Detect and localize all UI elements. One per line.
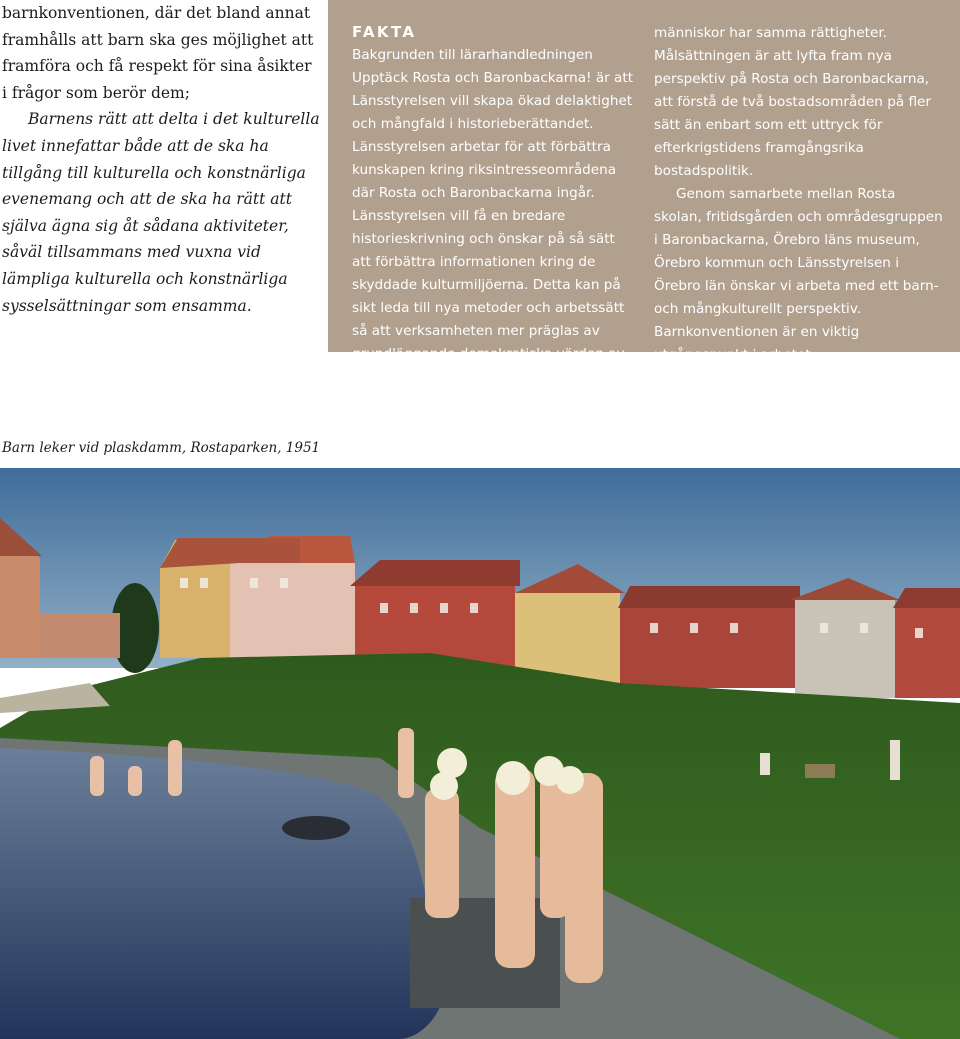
fact-box-heading: FAKTA (352, 23, 417, 41)
fact-box-paragraph: Genom samarbete mellan Rosta skolan, fritidsgården och områdesgruppen i Baronbackarna, Örebro läns museum, Örebro kommun och Länsstyrelsen i Örebro län önskar vi arbeta med ett barn- och mångkulturellt perspektiv. Barnkonventionen är en viktig utgångspunkt i arbetet. (654, 186, 943, 363)
photo-caption: Barn leker vid plaskdamm, Rostaparken, 1951 (2, 440, 321, 456)
photo-illustration (0, 468, 960, 1039)
fact-box-paragraph: människor har samma rättigheter. Målsättningen är att lyfta fram nya perspektiv på Rosta och Baronbackarna, att förstå de två bostadsområden på fler sätt än enbart som ett uttryck för efterkrigstidens framgångsrika bostadspolitik. (654, 25, 932, 179)
quote-paragraph: Barnens rätt att delta i det kulturella livet innefattar både att de ska ha tillgång till kulturella och konstnärliga evenemang och att de ska ha rätt att själva ägna sig åt sådana aktiviteter, såväl tillsammans med vuxna vid lämpliga kulturella och konstnärliga sysselsättningar som ensamma. (2, 110, 320, 315)
fact-box (328, 0, 960, 385)
body-text-column (2, 0, 320, 319)
fact-box-column-2 (654, 22, 944, 367)
photograph (0, 468, 960, 1039)
fact-box-column-1 (352, 22, 636, 389)
body-paragraph: barnkonventionen, där det bland annat framhålls att barn ska ges möjlighet att framföra och få respekt för sina åsikter i frågor som berör dem; (2, 4, 314, 102)
fact-box-paragraph: Bakgrunden till lärarhandledningen Upptäck Rosta och Baronbackarna! är att Länsstyrelsen vill skapa ökad delaktighet och mångfald i historieberättandet. Länsstyrelsen arbetar för att förbättra kunskapen kring riksintresseområdena där Rosta och Baronbackarna ingår. Länsstyrelsen vill få en bredare historieskrivning och önskar på så sätt att förbättra informationen kring de skyddade kulturmiljöerna. Detta kan på sikt leda till nya metoder och arbetssätt så att verksamheten mer präglas av grundläggande demokratiska värden av att alla (352, 47, 634, 385)
